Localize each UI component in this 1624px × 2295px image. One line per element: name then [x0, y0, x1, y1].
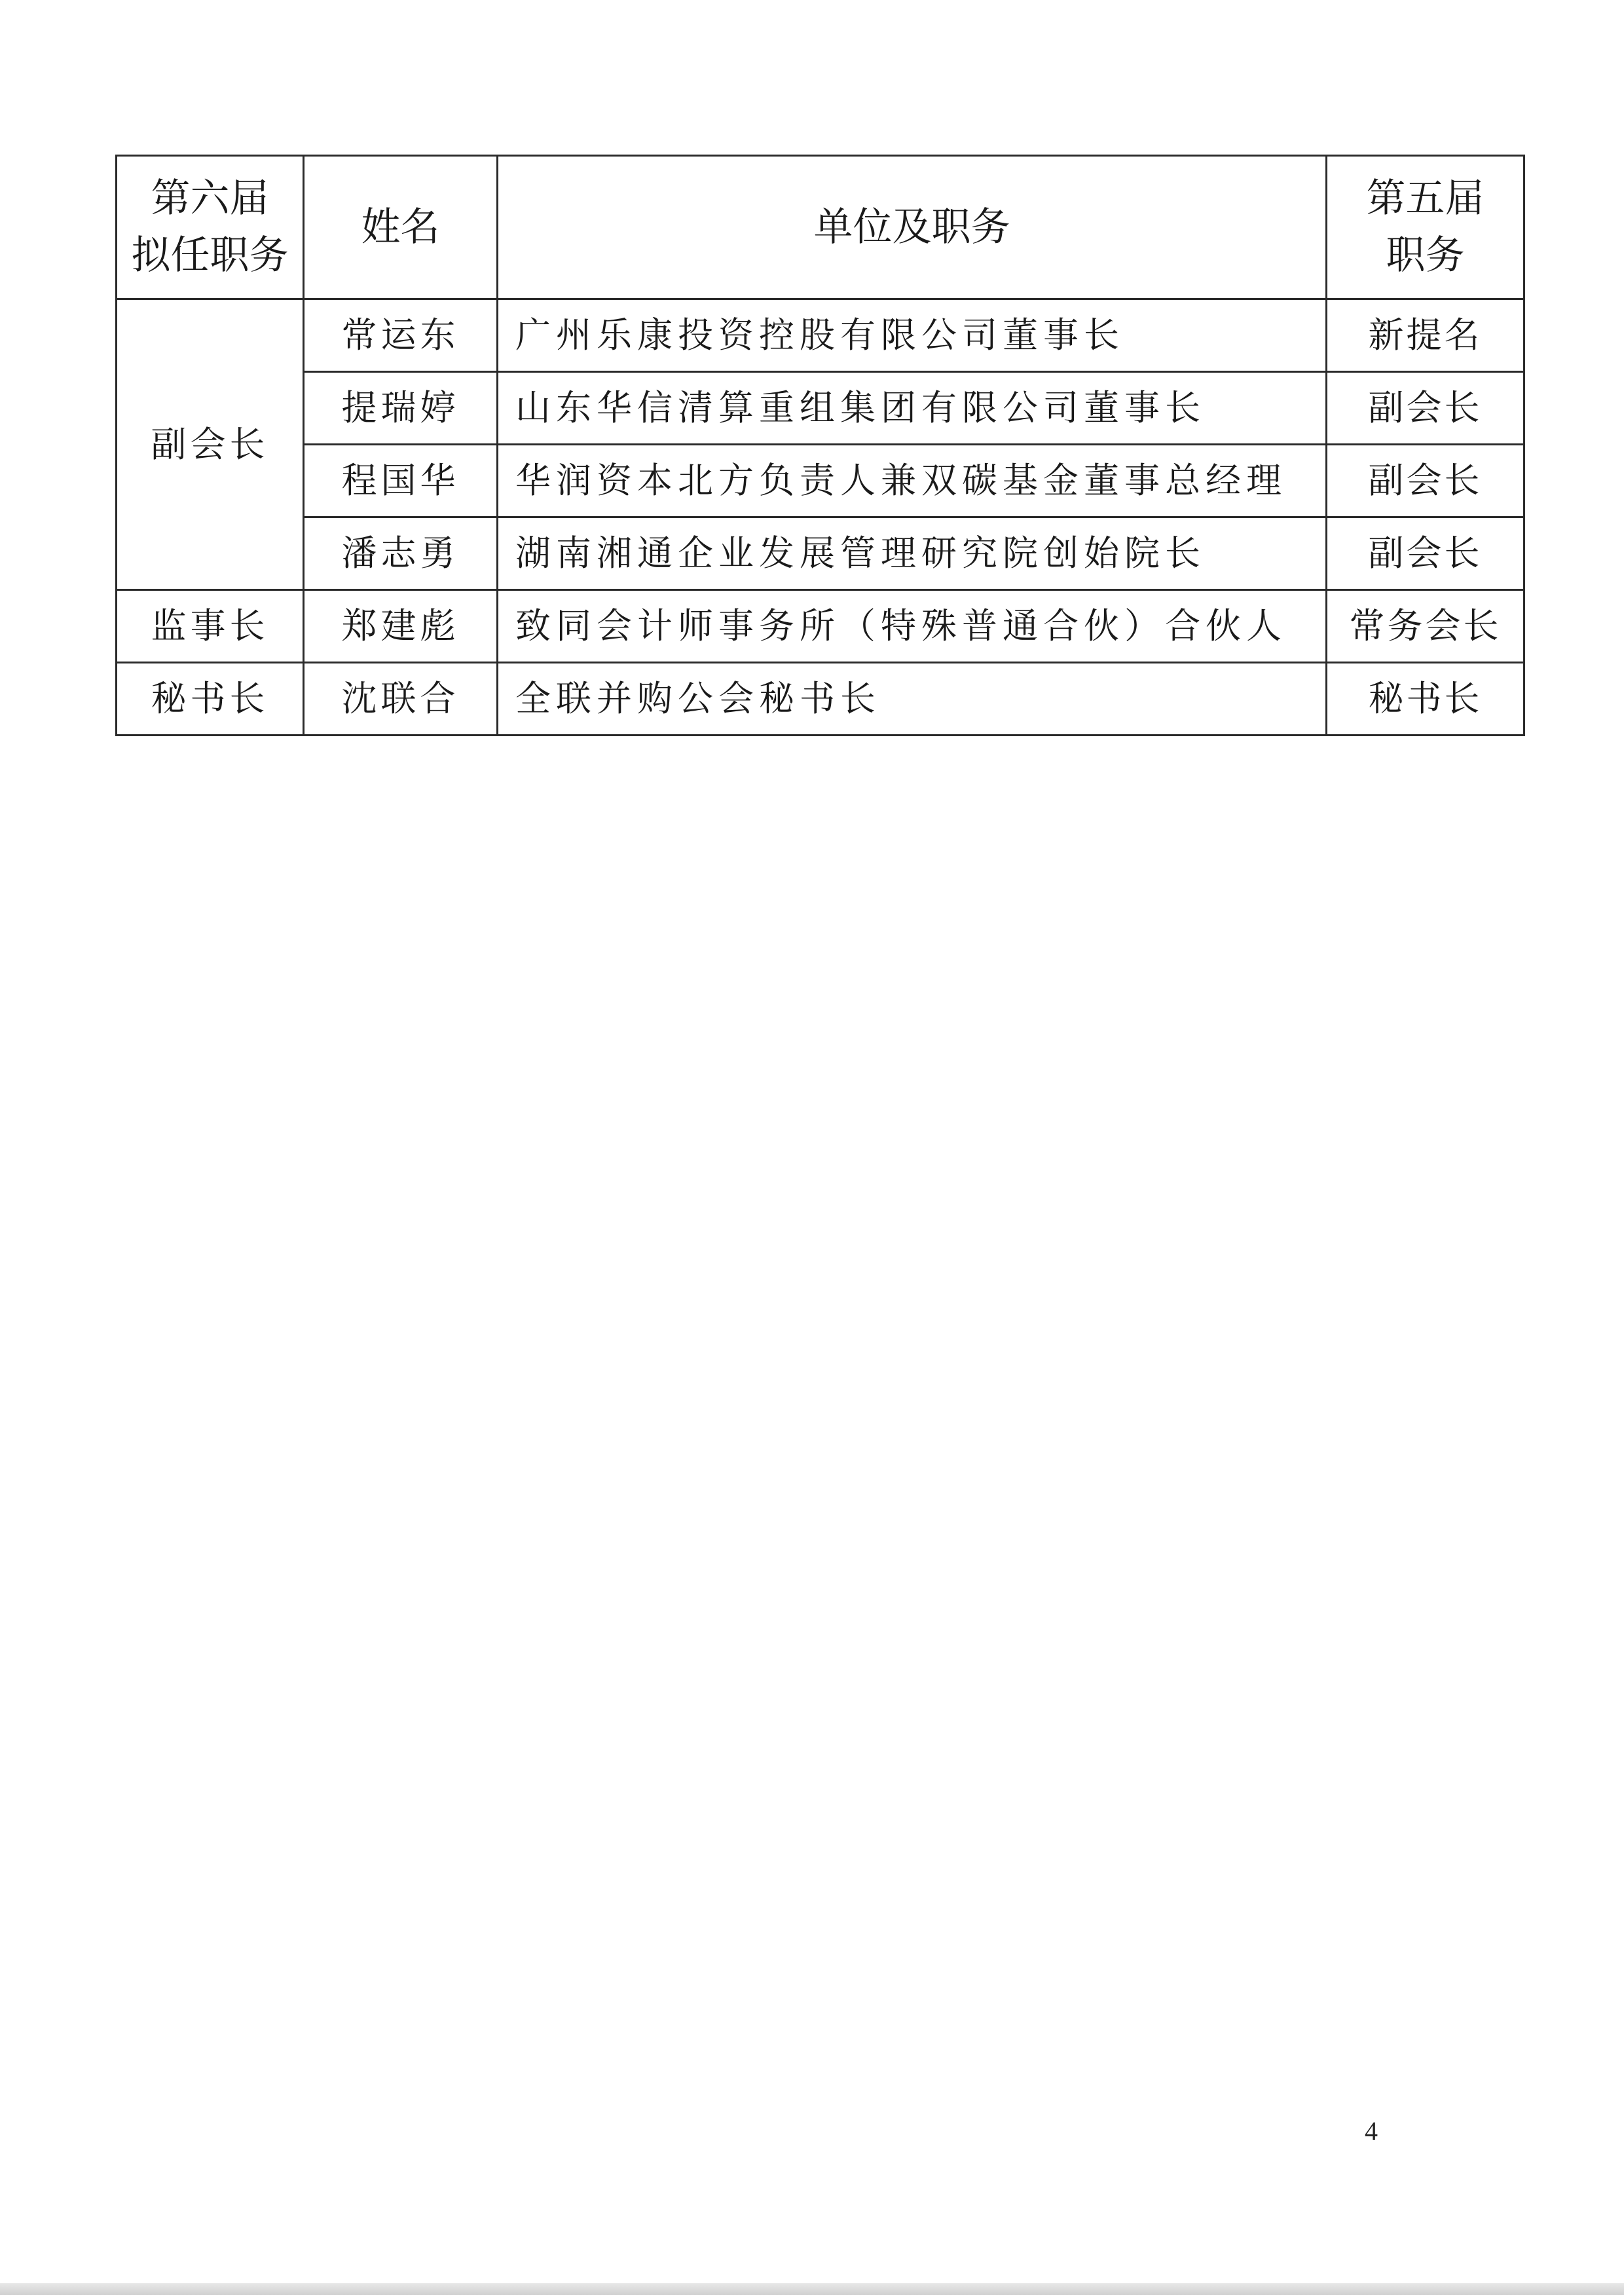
table-row: [117, 590, 1524, 663]
table-row: [117, 299, 1524, 372]
table-row: [117, 517, 1524, 590]
unit-cell: 山东华信清算重组集团有限公司董事长: [498, 372, 1327, 445]
position-cell: 监事长: [117, 590, 304, 663]
roster-table: [115, 155, 1525, 736]
previous-position-cell: 副会长: [1327, 517, 1524, 590]
unit-cell: 湖南湘通企业发展管理研究院创始院长: [498, 517, 1327, 590]
previous-position-cell: 副会长: [1327, 445, 1524, 517]
previous-position-cell: 新提名: [1327, 299, 1524, 372]
scan-bottom-edge: [0, 2283, 1624, 2295]
header-fifth-position-line2: 职务: [1386, 233, 1465, 278]
table-row: [117, 372, 1524, 445]
previous-position-cell: 副会长: [1327, 372, 1524, 445]
header-row: [117, 156, 1524, 299]
table-row: [117, 445, 1524, 517]
header-sixth-position: [117, 156, 304, 299]
previous-position-cell: 秘书长: [1327, 663, 1524, 736]
header-name: 姓名: [304, 156, 498, 299]
header-fifth-position-line1: 第五届: [1366, 176, 1485, 221]
page-number: 4: [1365, 2116, 1378, 2146]
name-cell: 沈联合: [304, 663, 498, 736]
unit-cell: 华润资本北方负责人兼双碳基金董事总经理: [498, 445, 1327, 517]
name-cell: 程国华: [304, 445, 498, 517]
name-cell: 常运东: [304, 299, 498, 372]
header-sixth-position-line1: 第六届: [151, 176, 269, 221]
header-fifth-position: [1327, 156, 1524, 299]
name-cell: 郑建彪: [304, 590, 498, 663]
unit-cell: 全联并购公会秘书长: [498, 663, 1327, 736]
position-cell: 秘书长: [117, 663, 304, 736]
header-unit: 单位及职务: [498, 156, 1327, 299]
name-cell: 提瑞婷: [304, 372, 498, 445]
unit-cell: 致同会计师事务所（特殊普通合伙）合伙人: [498, 590, 1327, 663]
previous-position-cell: 常务会长: [1327, 590, 1524, 663]
header-sixth-position-line2: 拟任职务: [131, 233, 289, 278]
table-row: [117, 663, 1524, 736]
position-cell: 副会长: [117, 299, 304, 590]
name-cell: 潘志勇: [304, 517, 498, 590]
unit-cell: 广州乐康投资控股有限公司董事长: [498, 299, 1327, 372]
